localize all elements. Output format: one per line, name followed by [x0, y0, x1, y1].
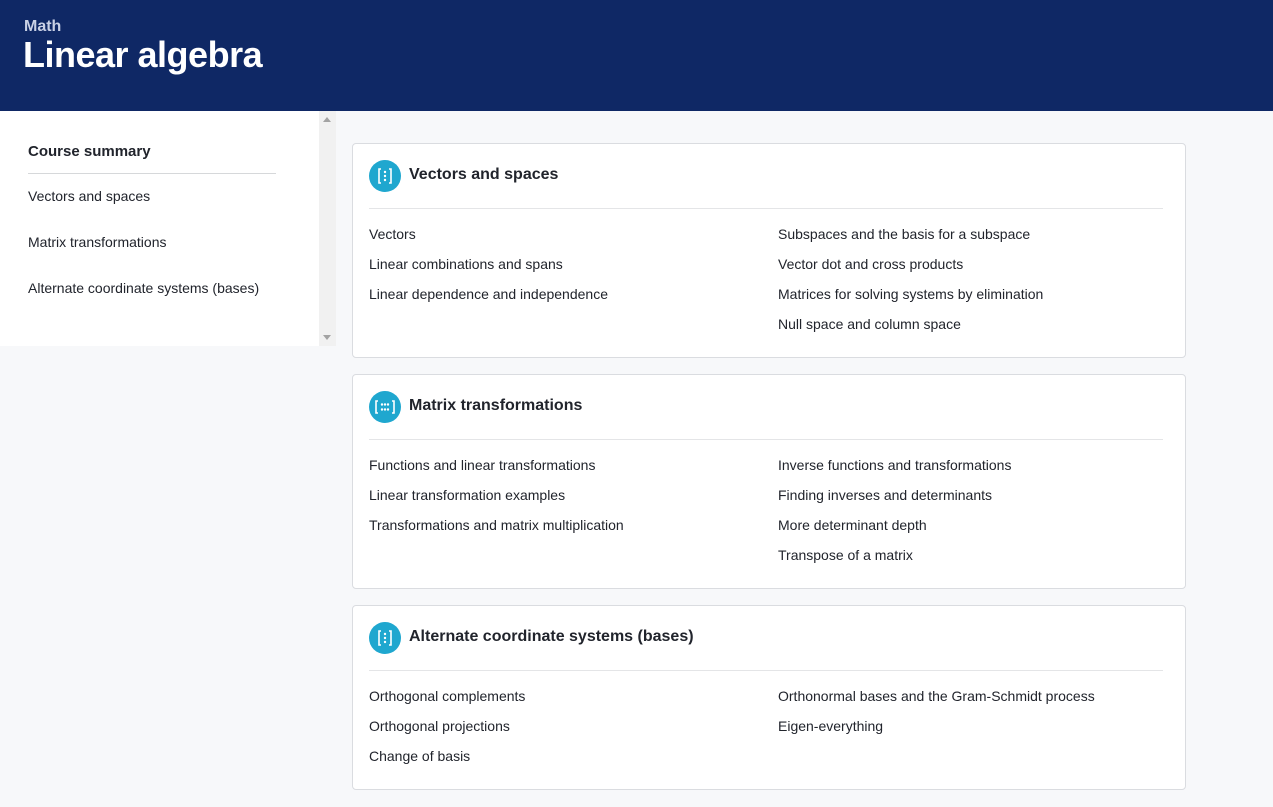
- matrix-bracket-icon: [369, 391, 401, 423]
- breadcrumb-math[interactable]: Math: [24, 18, 62, 35]
- lesson-link[interactable]: Inverse functions and transformations: [778, 457, 1012, 473]
- unit-title[interactable]: Matrix transformations: [409, 397, 583, 414]
- lesson-link[interactable]: Orthogonal projections: [369, 718, 510, 734]
- unit-card-vectors-and-spaces: [352, 143, 1186, 358]
- unit-divider: [369, 670, 1163, 671]
- unit-title[interactable]: Vectors and spaces: [409, 166, 559, 183]
- course-summary-sidebar: [0, 111, 336, 346]
- page-header: [0, 0, 1273, 111]
- lesson-link[interactable]: Transpose of a matrix: [778, 547, 913, 563]
- scroll-up-arrow-icon[interactable]: [323, 117, 331, 122]
- lesson-link[interactable]: Linear dependence and independence: [369, 286, 608, 302]
- lesson-link[interactable]: Orthogonal complements: [369, 688, 526, 704]
- lesson-link[interactable]: Eigen-everything: [778, 718, 884, 734]
- unit-card-alternate-coordinate-systems: [352, 605, 1186, 790]
- sidebar-item-matrix-transformations[interactable]: Matrix transformations: [28, 234, 167, 250]
- sidebar-item-alternate-coordinate-systems[interactable]: Alternate coordinate systems (bases): [28, 280, 260, 296]
- sidebar-item-vectors-and-spaces[interactable]: Vectors and spaces: [28, 188, 151, 204]
- scroll-down-arrow-icon[interactable]: [323, 335, 331, 340]
- lesson-link[interactable]: Subspaces and the basis for a subspace: [778, 226, 1031, 242]
- unit-card-matrix-transformations: [352, 374, 1186, 589]
- vector-bracket-icon: [369, 622, 401, 654]
- lesson-link[interactable]: More determinant depth: [778, 517, 927, 533]
- unit-divider: [369, 208, 1163, 209]
- sidebar-scrollbar[interactable]: [319, 111, 336, 346]
- lesson-link[interactable]: Null space and column space: [778, 316, 961, 332]
- lesson-link[interactable]: Finding inverses and determinants: [778, 487, 993, 503]
- lesson-link[interactable]: Linear transformation examples: [369, 487, 566, 503]
- lesson-link[interactable]: Change of basis: [369, 748, 471, 764]
- lesson-link[interactable]: Matrices for solving systems by elimination: [778, 286, 1044, 302]
- unit-divider: [369, 439, 1163, 440]
- course-summary-heading: Course summary: [28, 143, 276, 174]
- lesson-link[interactable]: Vectors: [369, 226, 416, 242]
- lesson-link[interactable]: Functions and linear transformations: [369, 457, 596, 473]
- page-title: Linear algebra: [23, 34, 263, 75]
- unit-title[interactable]: Alternate coordinate systems (bases): [409, 628, 694, 645]
- lesson-link[interactable]: Transformations and matrix multiplication: [369, 517, 624, 533]
- vector-bracket-icon: [369, 160, 401, 192]
- lesson-link[interactable]: Vector dot and cross products: [778, 256, 964, 272]
- lesson-link[interactable]: Linear combinations and spans: [369, 256, 563, 272]
- lesson-link[interactable]: Orthonormal bases and the Gram-Schmidt process: [778, 688, 1095, 704]
